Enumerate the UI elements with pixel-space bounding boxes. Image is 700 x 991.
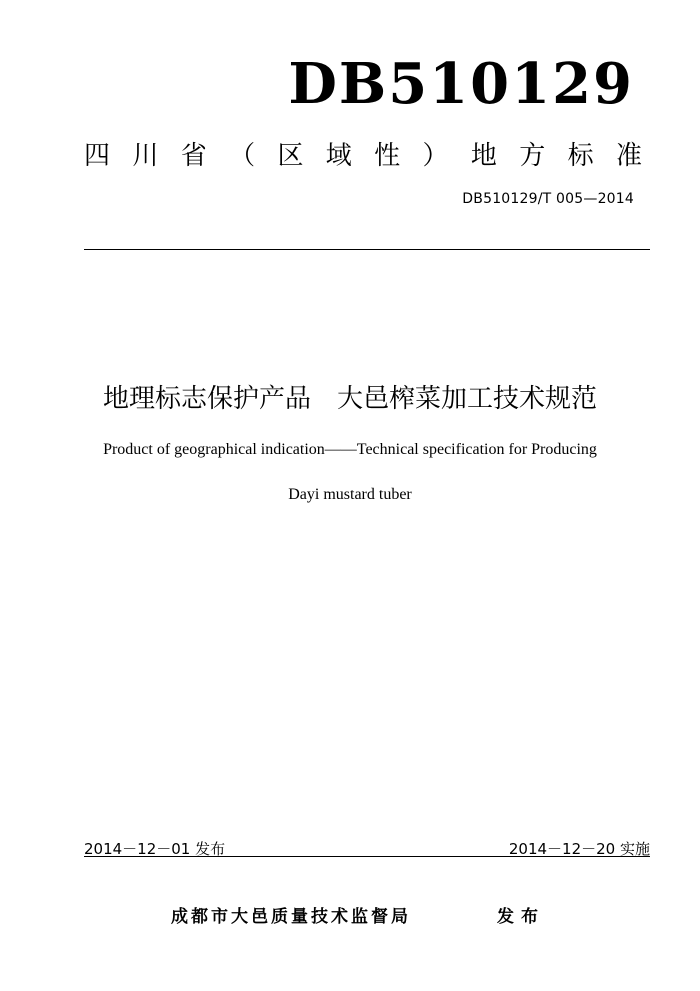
standard-type-char: 省	[180, 141, 207, 171]
standard-type-char: 方	[519, 141, 546, 171]
standard-number: DB510129/T 005—2014	[462, 191, 634, 207]
standard-type-char: 地	[470, 141, 497, 171]
standard-type-char: （	[229, 141, 256, 171]
standard-type	[84, 136, 642, 176]
standard-type-char: 性	[374, 141, 401, 171]
issue-date: 2014－12－01 发布	[84, 840, 226, 858]
title-english-line1: Product of geographical indication——Technical specification for Producing	[103, 441, 597, 458]
standard-type-char: 准	[615, 141, 642, 171]
standard-type-char: 四	[84, 141, 111, 171]
standard-code: DB510129	[288, 51, 634, 117]
issuing-authority: 成都市大邑质量技术监督局	[171, 907, 411, 927]
standard-type-char: 域	[325, 141, 352, 171]
issued-label: 发布	[497, 907, 545, 927]
implementation-date: 2014－12－20 实施	[508, 840, 650, 858]
standard-type-char: ）	[422, 141, 449, 171]
standard-type-char: 川	[132, 141, 159, 171]
title-english-line2: Dayi mustard tuber	[288, 486, 412, 503]
standard-type-char: 标	[567, 141, 594, 171]
header-divider	[84, 249, 650, 250]
footer-divider	[84, 856, 650, 857]
standard-type-char: 区	[277, 141, 304, 171]
title-chinese: 地理标志保护产品 大邑榨菜加工技术规范	[102, 384, 597, 414]
